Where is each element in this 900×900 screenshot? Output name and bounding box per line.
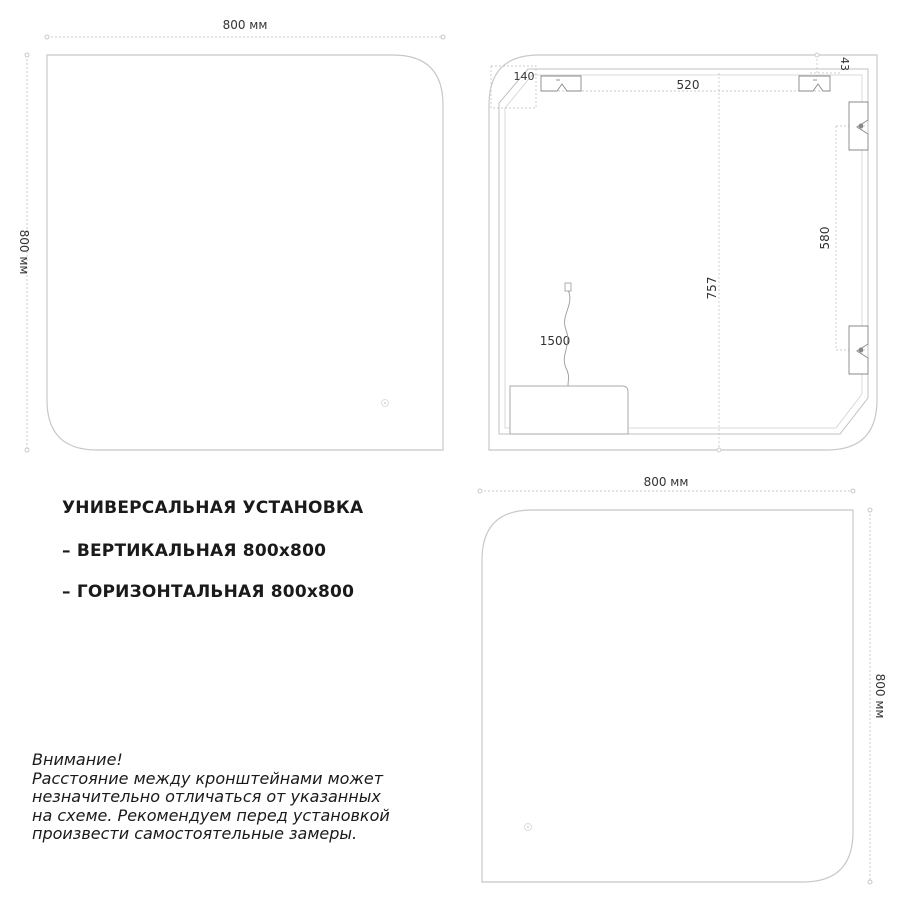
- front-height-label: 800 мм: [17, 229, 31, 275]
- rotated-height-label: 800 мм: [873, 673, 887, 719]
- rotated-width-dimension: [478, 489, 855, 493]
- front-view: [17, 18, 445, 452]
- installation-option-vertical: – ВЕРТИКАЛЬНАЯ 800х800: [62, 541, 327, 561]
- front-width-label: 800 мм: [222, 18, 268, 32]
- bracket-top-right-icon: [799, 76, 830, 91]
- dim-bracket-spacing-v: 580: [818, 226, 832, 250]
- front-width-dimension: [45, 35, 445, 39]
- dim-top-offset: 43: [838, 57, 851, 71]
- notice-line: незначительно отличаться от указанных: [32, 787, 381, 806]
- dim-cable-length: 1500: [539, 334, 571, 348]
- rotated-view: [478, 475, 887, 884]
- rotated-mirror-outline: [482, 510, 853, 882]
- notice-line: Расстояние между кронштейнами может: [32, 768, 384, 788]
- power-driver-box: [510, 386, 628, 434]
- rotated-width-label: 800 мм: [643, 475, 689, 489]
- cable-plug-icon: [565, 283, 571, 291]
- installation-option-horizontal: – ГОРИЗОНТАЛЬНАЯ 800х800: [62, 582, 355, 602]
- notice-heading: Внимание!: [32, 750, 123, 769]
- notice-block: [32, 751, 462, 844]
- notice-line: произвести самостоятельные замеры.: [32, 824, 358, 843]
- notice-line: на схеме. Рекомендуем перед установкой: [32, 805, 390, 825]
- front-mirror-outline: [47, 55, 443, 450]
- back-view: [489, 53, 877, 452]
- installation-title: УНИВЕРСАЛЬНАЯ УСТАНОВКА: [62, 498, 364, 518]
- dim-corner-offset: 140: [513, 70, 535, 83]
- rotated-height-dimension: [868, 508, 872, 884]
- dim-center-height: 757: [705, 276, 719, 300]
- dim-bracket-spacing-h: 520: [676, 78, 700, 92]
